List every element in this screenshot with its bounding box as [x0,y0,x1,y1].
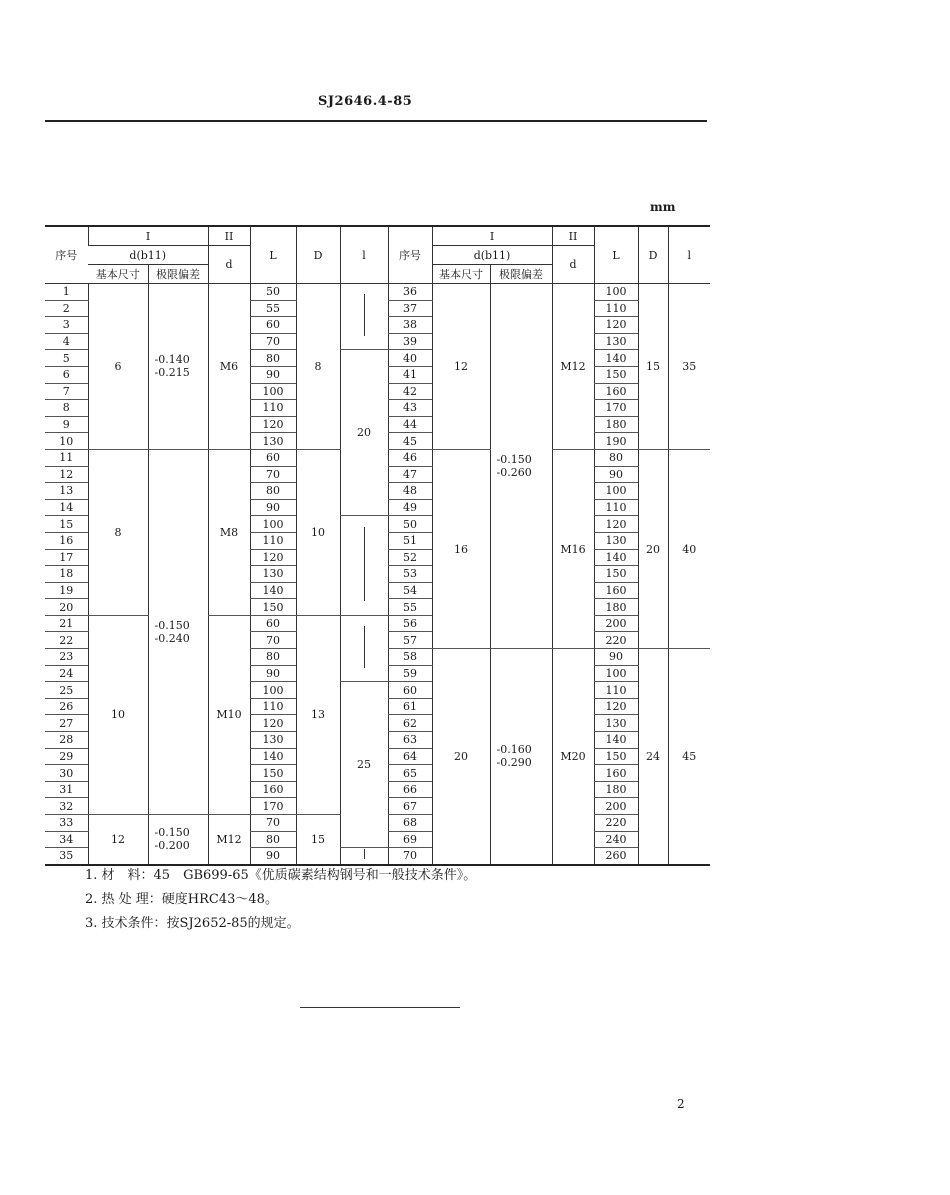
length-value: 160 [594,765,638,782]
length-value: 150 [594,366,638,383]
col-d-right: d [552,246,594,284]
seq-number: 4 [45,333,88,350]
seq-number: 39 [388,333,432,350]
limit-value: -0.240 [154,631,190,645]
length-value: 120 [250,416,296,433]
col-seq-right: 序号 [388,226,432,284]
length-value: 170 [250,798,296,815]
table-row [45,615,710,632]
seq-number: 5 [45,350,88,367]
length-value: 160 [250,781,296,798]
limit-deviation [490,284,552,649]
length-value: 260 [594,848,638,865]
seq-number: 36 [388,284,432,301]
page-number: 2 [677,1097,685,1111]
length-value: 70 [250,466,296,483]
seq-number: 34 [45,831,88,848]
diameter-D: 20 [638,449,668,648]
thread-size: M12 [208,815,250,865]
seq-number: 69 [388,831,432,848]
diameter-D: 8 [296,284,340,450]
seq-number: 1 [45,284,88,301]
seq-number: 32 [45,798,88,815]
document-code: SJ2646.4-85 [318,94,413,109]
length-l: 45 [668,649,710,865]
seq-number: 37 [388,300,432,317]
col-d-b11-left: d(b11) [88,246,208,265]
col-d-b11-right: d(b11) [432,246,552,265]
col-D-left: D [296,226,340,284]
seq-number: 60 [388,682,432,699]
col-l-left: l [340,226,388,284]
thread-size: M16 [552,449,594,648]
seq-number: 8 [45,400,88,417]
col-group2-right: II [552,226,594,246]
thread-size: M12 [552,284,594,450]
length-value: 90 [594,649,638,666]
length-value: 60 [250,317,296,334]
note-heat-treatment: 2. 热 处 理：硬度HRC43～48。 [85,892,278,907]
thread-size: M8 [208,449,250,615]
length-value: 120 [594,698,638,715]
length-value: 80 [250,649,296,666]
length-value: 110 [594,300,638,317]
length-value: 70 [250,815,296,832]
seq-number: 18 [45,566,88,583]
seq-number: 25 [45,682,88,699]
seq-number: 38 [388,317,432,334]
length-value: 100 [250,516,296,533]
seq-number: 43 [388,400,432,417]
length-value: 140 [594,732,638,749]
length-value: 200 [594,798,638,815]
col-L-right: L [594,226,638,284]
length-value: 130 [250,732,296,749]
length-value: 90 [250,665,296,682]
limit-deviation [148,815,208,865]
length-value: 130 [250,566,296,583]
col-l-right: l [668,226,710,284]
ditto-mark [364,849,365,859]
seq-number: 17 [45,549,88,566]
diameter-D: 24 [638,649,668,865]
seq-number: 45 [388,433,432,450]
seq-number: 33 [45,815,88,832]
basic-size: 8 [88,449,148,615]
length-value: 150 [250,765,296,782]
length-value: 180 [594,416,638,433]
seq-number: 48 [388,483,432,500]
seq-number: 52 [388,549,432,566]
notes [85,864,476,936]
length-value: 110 [250,698,296,715]
seq-number: 67 [388,798,432,815]
seq-number: 55 [388,599,432,616]
length-value: 80 [250,350,296,367]
length-l [340,848,388,865]
basic-size: 20 [432,649,490,865]
length-value: 160 [594,582,638,599]
seq-number: 6 [45,366,88,383]
seq-number: 46 [388,449,432,466]
length-value: 140 [594,350,638,367]
seq-number: 28 [45,732,88,749]
limit-deviation [490,649,552,865]
length-value: 140 [250,748,296,765]
length-value: 200 [594,615,638,632]
length-value: 50 [250,284,296,301]
seq-number: 54 [388,582,432,599]
basic-size: 12 [432,284,490,450]
length-value: 130 [594,532,638,549]
length-value: 90 [250,366,296,383]
unit-label: mm [650,200,676,214]
spec-table [45,225,710,866]
limit-value: -0.160 [496,743,532,757]
col-seq-left: 序号 [45,226,88,284]
seq-number: 68 [388,815,432,832]
length-value: 130 [594,333,638,350]
length-value: 100 [594,483,638,500]
seq-number: 35 [45,848,88,865]
seq-number: 62 [388,715,432,732]
length-l [340,516,388,616]
length-l [340,284,388,350]
seq-number: 56 [388,615,432,632]
length-l: 25 [340,682,388,848]
thread-size: M20 [552,649,594,865]
note-technical-conditions: 3. 技术条件：按SJ2652-85的规定。 [85,916,300,931]
col-d-left: d [208,246,250,284]
seq-number: 58 [388,649,432,666]
diameter-D: 13 [296,615,340,814]
length-value: 140 [594,549,638,566]
length-value: 150 [594,748,638,765]
limit-value: -0.260 [496,466,532,480]
length-value: 120 [250,549,296,566]
thread-size: M6 [208,284,250,450]
length-l [340,615,388,681]
header-rule [45,120,707,122]
length-value: 55 [250,300,296,317]
length-value: 150 [594,566,638,583]
col-group2-left: II [208,226,250,246]
length-value: 70 [250,632,296,649]
seq-number: 16 [45,532,88,549]
col-basic-left: 基本尺寸 [88,265,148,284]
length-value: 110 [250,400,296,417]
ditto-mark [364,527,365,601]
ditto-mark [364,294,365,336]
seq-number: 26 [45,698,88,715]
limit-deviation [148,284,208,450]
seq-number: 66 [388,781,432,798]
limit-value: -0.200 [154,839,190,853]
basic-size: 16 [432,449,490,648]
seq-number: 57 [388,632,432,649]
seq-number: 15 [45,516,88,533]
limit-value: -0.215 [154,366,190,380]
seq-number: 40 [388,350,432,367]
length-value: 160 [594,383,638,400]
seq-number: 3 [45,317,88,334]
length-value: 80 [250,831,296,848]
length-value: 130 [250,433,296,450]
limit-value: -0.140 [154,353,190,367]
seq-number: 50 [388,516,432,533]
seq-number: 51 [388,532,432,549]
table-row [45,284,710,301]
seq-number: 20 [45,599,88,616]
seq-number: 13 [45,483,88,500]
length-value: 150 [250,599,296,616]
col-group1-left: I [88,226,208,246]
seq-number: 29 [45,748,88,765]
length-value: 120 [594,516,638,533]
footer-rule [300,1007,460,1008]
length-value: 100 [594,284,638,301]
limit-value: -0.150 [154,826,190,840]
seq-number: 11 [45,449,88,466]
seq-number: 44 [388,416,432,433]
col-limit-left: 极限偏差 [148,265,208,284]
length-value: 190 [594,433,638,450]
seq-number: 19 [45,582,88,599]
length-l: 40 [668,449,710,648]
length-value: 100 [250,383,296,400]
col-group1-right: I [432,226,552,246]
seq-number: 9 [45,416,88,433]
length-value: 120 [250,715,296,732]
ditto-mark [364,626,365,668]
seq-number: 41 [388,366,432,383]
note-material: 1. 材 料：45 GB699-65《优质碳素结构钢号和一般技术条件》。 [85,868,477,883]
seq-number: 31 [45,781,88,798]
seq-number: 59 [388,665,432,682]
limit-value: -0.290 [496,756,532,770]
length-value: 170 [594,400,638,417]
length-value: 120 [594,317,638,334]
thread-size: M10 [208,615,250,814]
seq-number: 49 [388,499,432,516]
seq-number: 27 [45,715,88,732]
limit-value: -0.150 [496,453,532,467]
seq-number: 22 [45,632,88,649]
seq-number: 14 [45,499,88,516]
length-l: 35 [668,284,710,450]
seq-number: 30 [45,765,88,782]
col-D-right: D [638,226,668,284]
header-row-1 [45,226,710,246]
basic-size: 10 [88,615,148,814]
seq-number: 53 [388,566,432,583]
seq-number: 70 [388,848,432,865]
seq-number: 21 [45,615,88,632]
seq-number: 10 [45,433,88,450]
length-value: 70 [250,333,296,350]
length-value: 180 [594,599,638,616]
diameter-D: 15 [296,815,340,865]
length-value: 100 [594,665,638,682]
seq-number: 24 [45,665,88,682]
col-basic-right: 基本尺寸 [432,265,490,284]
length-value: 110 [250,532,296,549]
seq-number: 64 [388,748,432,765]
seq-number: 2 [45,300,88,317]
seq-number: 65 [388,765,432,782]
diameter-D: 15 [638,284,668,450]
seq-number: 23 [45,649,88,666]
length-value: 90 [250,848,296,865]
length-value: 90 [594,466,638,483]
length-value: 60 [250,449,296,466]
seq-number: 61 [388,698,432,715]
seq-number: 12 [45,466,88,483]
basic-size: 12 [88,815,148,865]
length-value: 220 [594,632,638,649]
length-value: 240 [594,831,638,848]
seq-number: 7 [45,383,88,400]
length-value: 220 [594,815,638,832]
seq-number: 63 [388,732,432,749]
length-value: 140 [250,582,296,599]
length-value: 90 [250,499,296,516]
seq-number: 42 [388,383,432,400]
length-value: 80 [594,449,638,466]
limit-deviation [148,449,208,814]
basic-size: 6 [88,284,148,450]
length-value: 110 [594,682,638,699]
col-L-left: L [250,226,296,284]
length-value: 100 [250,682,296,699]
length-value: 80 [250,483,296,500]
seq-number: 47 [388,466,432,483]
length-value: 110 [594,499,638,516]
length-value: 130 [594,715,638,732]
diameter-D: 10 [296,449,340,615]
col-limit-right: 极限偏差 [490,265,552,284]
length-l: 20 [340,350,388,516]
length-value: 60 [250,615,296,632]
length-value: 180 [594,781,638,798]
limit-value: -0.150 [154,618,190,632]
